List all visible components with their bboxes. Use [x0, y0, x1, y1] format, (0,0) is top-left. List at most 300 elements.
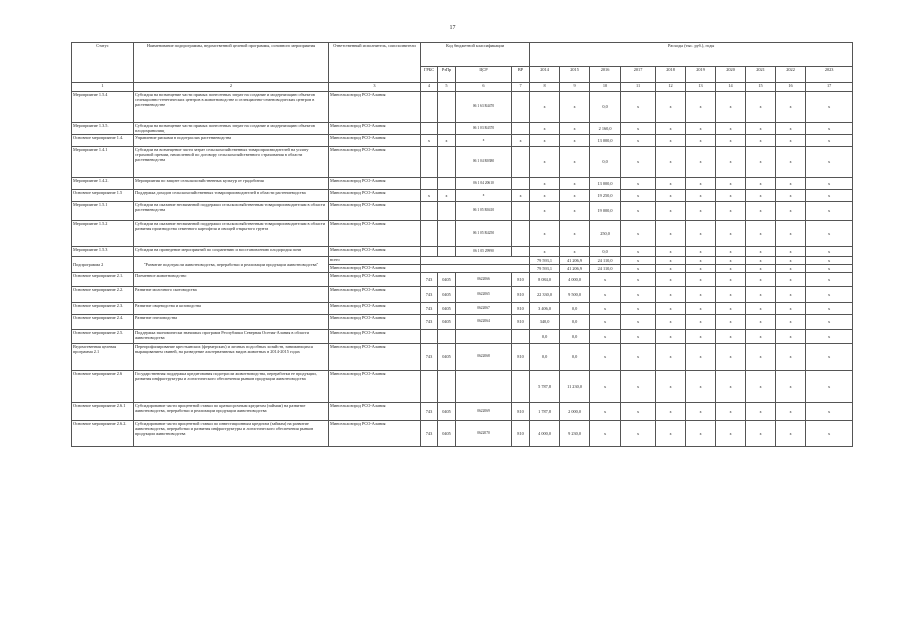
row-status: Мероприятие 1.4.2.	[72, 178, 134, 190]
row-value: x	[746, 371, 776, 403]
row-value: x	[776, 421, 806, 447]
row-value: x	[716, 257, 746, 265]
row-value: x	[686, 265, 716, 273]
row-code	[421, 371, 438, 403]
row-value: x	[656, 178, 686, 190]
header-expenses: Расходы (тыс. руб.), годы	[530, 43, 853, 67]
row-exec: Минсельхозпрод РСО-Алания	[329, 135, 421, 147]
row-code	[421, 92, 438, 123]
row-value: x	[621, 265, 656, 273]
row-code	[438, 330, 456, 344]
column-number: 4	[421, 83, 438, 92]
row-code-blank	[421, 257, 530, 265]
row-value: x	[806, 202, 853, 221]
row-value: x	[560, 92, 590, 123]
row-value: x	[656, 221, 686, 247]
row-name: Мероприятия по защите сельскохозяйственных культур от градобития	[134, 178, 329, 190]
row-value: x	[806, 257, 853, 265]
row-name: Развитие овцеводства и козоводства	[134, 303, 329, 315]
row-value: 24 110,0	[590, 265, 621, 273]
row-value: x	[621, 190, 656, 202]
row-value: x	[806, 303, 853, 315]
row-value: x	[806, 135, 853, 147]
row-value: x	[716, 135, 746, 147]
row-code	[512, 92, 530, 123]
row-value: x	[656, 315, 686, 330]
row-value: x	[746, 135, 776, 147]
row-code: 0405	[438, 344, 456, 371]
row-value: 5 787,8	[530, 371, 560, 403]
row-value: 2 160,0	[590, 123, 621, 135]
row-value: x	[621, 123, 656, 135]
row-code: 06 1 04 R0380	[456, 147, 512, 178]
row-status: Мероприятие 1.5.4	[72, 92, 134, 123]
row-exec: Минсельхозпрод РСО-Алания	[329, 190, 421, 202]
column-number: 3	[329, 83, 421, 92]
row-status: Основное мероприятие 2.6	[72, 371, 134, 403]
row-value: x	[776, 92, 806, 123]
row-code: 06 1 04 20610	[456, 178, 512, 190]
row-value: x	[590, 315, 621, 330]
row-value: x	[590, 330, 621, 344]
row-code: 06 1 03 R4370	[456, 123, 512, 135]
row-value: x	[746, 265, 776, 273]
row-value: x	[530, 202, 560, 221]
row-value: x	[746, 123, 776, 135]
row-value: x	[686, 371, 716, 403]
row-value: x	[656, 247, 686, 257]
row-code: x	[456, 135, 512, 147]
row-code: 810	[512, 421, 530, 447]
column-number: 2	[134, 83, 329, 92]
row-value: 0,0	[560, 303, 590, 315]
header-year: 2019	[686, 67, 716, 83]
row-code: 743	[421, 287, 438, 303]
row-exec: Минсельхозпрод РСО-Алания	[329, 202, 421, 221]
row-exec: Минсельхозпрод РСО-Алания	[329, 403, 421, 421]
row-value: x	[746, 273, 776, 287]
column-number: 6	[456, 83, 512, 92]
row-value: x	[746, 303, 776, 315]
row-value: x	[656, 135, 686, 147]
row-value: x	[716, 287, 746, 303]
column-number: 7	[512, 83, 530, 92]
row-value: x	[621, 273, 656, 287]
row-code: 06 1 05 R4250	[456, 221, 512, 247]
column-number: 17	[806, 83, 853, 92]
row-value: 79 593,1	[530, 265, 560, 273]
row-value: x	[776, 371, 806, 403]
column-number: 8	[530, 83, 560, 92]
row-value: x	[776, 273, 806, 287]
table-row	[72, 147, 853, 178]
row-status: Подпрограмма 2	[72, 257, 134, 273]
column-number: 9	[560, 83, 590, 92]
table-row	[72, 257, 853, 265]
row-value: x	[530, 123, 560, 135]
budget-table	[71, 42, 853, 447]
row-exec: Минсельхозпрод РСО-Алания	[329, 371, 421, 403]
row-name: Племенное животноводство	[134, 273, 329, 287]
column-number: 15	[746, 83, 776, 92]
row-exec: Минсельхозпрод РСО-Алания	[329, 315, 421, 330]
row-code: 06 1 63 R4470	[456, 92, 512, 123]
row-value: x	[686, 421, 716, 447]
row-value: x	[656, 421, 686, 447]
row-value: x	[806, 147, 853, 178]
header-year: 2023	[806, 67, 853, 83]
row-value: x	[686, 403, 716, 421]
header-year: 2014	[530, 67, 560, 83]
row-value: x	[656, 330, 686, 344]
row-status: Основное мероприятие 2.3.	[72, 303, 134, 315]
row-value: x	[806, 371, 853, 403]
row-value: 4 000,0	[560, 273, 590, 287]
row-exec: Минсельхозпрод РСО-Алания	[329, 287, 421, 303]
row-value: x	[590, 303, 621, 315]
row-code	[438, 92, 456, 123]
row-value: x	[686, 147, 716, 178]
row-value: x	[776, 202, 806, 221]
row-value: x	[806, 123, 853, 135]
row-code: 06 1 05 R0410	[456, 202, 512, 221]
row-value: x	[621, 287, 656, 303]
row-value: 0,0	[590, 147, 621, 178]
row-value: 4 000,0	[530, 421, 560, 447]
row-value: x	[686, 330, 716, 344]
row-value: x	[621, 92, 656, 123]
row-value: x	[746, 330, 776, 344]
row-status: Ведомственная целевая программа 2.1	[72, 344, 134, 371]
column-number: 14	[716, 83, 746, 92]
row-code: 0405	[438, 403, 456, 421]
row-value: x	[716, 202, 746, 221]
row-status: Основное мероприятие 2.6.2.	[72, 421, 134, 447]
row-value: x	[621, 257, 656, 265]
row-code	[512, 178, 530, 190]
row-name: Субсидии на оказание несвязанной поддержки сельскохозяйственным товаропроизводителям в области развития производства семенного картофеля и овощей открытого грунта	[134, 221, 329, 247]
row-exec: Минсельхозпрод РСО-Алания	[329, 303, 421, 315]
row-value: 0,0	[590, 92, 621, 123]
row-value: x	[806, 92, 853, 123]
row-code: x	[456, 190, 512, 202]
row-code	[512, 123, 530, 135]
row-name: Перепрофилирование крестьянских (фермерских) и личных подсобных хозяйств, занимающихся выращиванием свиней, на разведение альтернативных видов животных в 2014-2015 годах	[134, 344, 329, 371]
row-code: 0622067	[456, 303, 512, 315]
row-code	[421, 202, 438, 221]
table-row	[72, 190, 853, 202]
row-value: x	[590, 344, 621, 371]
row-code: 810	[512, 315, 530, 330]
row-code: 743	[421, 273, 438, 287]
header-status: Статус	[72, 43, 134, 83]
row-code: 0622068	[456, 344, 512, 371]
row-value: x	[746, 190, 776, 202]
header-code: ВР	[512, 67, 530, 83]
row-value: x	[656, 273, 686, 287]
row-value: x	[746, 147, 776, 178]
header-year: 2018	[656, 67, 686, 83]
row-value: x	[746, 344, 776, 371]
row-code: 743	[421, 421, 438, 447]
header-row	[72, 43, 853, 67]
row-exec: Минсельхозпрод РСО-Алания	[329, 147, 421, 178]
column-number: 1	[72, 83, 134, 92]
row-value: x	[806, 178, 853, 190]
header-year: 2016	[590, 67, 621, 83]
row-code	[421, 178, 438, 190]
row-value: 79 593,1	[530, 257, 560, 265]
page-number: 17	[449, 25, 456, 31]
row-value: x	[776, 265, 806, 273]
row-code: 0405	[438, 273, 456, 287]
row-name: Управление рисками в подотраслях растениеводства	[134, 135, 329, 147]
header-year: 2017	[621, 67, 656, 83]
row-status: Основное мероприятие 2.5.	[72, 330, 134, 344]
header-code: ЦСР	[456, 67, 512, 83]
row-value: x	[530, 147, 560, 178]
row-value: x	[530, 247, 560, 257]
row-value: x	[716, 371, 746, 403]
row-value: x	[776, 303, 806, 315]
row-value: 41 206,9	[560, 265, 590, 273]
row-value: 0,0	[530, 330, 560, 344]
row-value: x	[746, 257, 776, 265]
row-value: x	[590, 273, 621, 287]
row-value: x	[746, 221, 776, 247]
row-value: x	[621, 247, 656, 257]
table-row	[72, 178, 853, 190]
row-value: x	[716, 421, 746, 447]
row-status: Основное мероприятие 2.1.	[72, 273, 134, 287]
row-status: Мероприятие 1.5.3	[72, 247, 134, 257]
row-value: x	[746, 287, 776, 303]
row-code	[438, 123, 456, 135]
row-value: x	[621, 202, 656, 221]
row-value: x	[806, 273, 853, 287]
row-value: x	[560, 135, 590, 147]
row-exec: Минсельхозпрод РСО-Алания	[329, 344, 421, 371]
row-code: 810	[512, 287, 530, 303]
row-code	[421, 147, 438, 178]
row-value: x	[656, 371, 686, 403]
row-value: x	[656, 287, 686, 303]
row-code: 0622070	[456, 421, 512, 447]
row-code: 743	[421, 344, 438, 371]
row-code	[512, 371, 530, 403]
row-value: 11 230,0	[560, 371, 590, 403]
row-name: Государственная поддержка кредитования подотрасли животноводства, переработки ее продукции, развития инфраструктуры и логистического обеспечения рынков продукции животноводства	[134, 371, 329, 403]
table-row	[72, 92, 853, 123]
header-year: 2021	[746, 67, 776, 83]
row-value: x	[686, 273, 716, 287]
row-value: x	[746, 202, 776, 221]
row-code	[438, 221, 456, 247]
row-exec: Минсельхозпрод РСО-Алания	[329, 221, 421, 247]
row-value: 22 330,0	[530, 287, 560, 303]
row-code: x	[512, 135, 530, 147]
row-name: "Развитие подотрасли животноводства, переработки и реализации продукции животноводства"	[134, 257, 329, 273]
table-row	[72, 403, 853, 421]
row-name: Субсидии на проведение мероприятий по сохранению и восстановлению плодородия почв	[134, 247, 329, 257]
column-number: 16	[776, 83, 806, 92]
row-value: x	[621, 303, 656, 315]
row-value: x	[746, 403, 776, 421]
row-value: x	[621, 371, 656, 403]
row-code	[512, 221, 530, 247]
row-name: Субсидия на возмещение части прямых понесенных затрат на создание и модернизацию объектов плодохранилищ	[134, 123, 329, 135]
table-row	[72, 202, 853, 221]
row-value: x	[716, 344, 746, 371]
row-code: 0405	[438, 303, 456, 315]
row-value: x	[560, 147, 590, 178]
row-code	[512, 330, 530, 344]
row-name: Поддержка доходов сельскохозяйственных товаропроизводителей в области растениеводства	[134, 190, 329, 202]
row-value: x	[776, 403, 806, 421]
row-value: x	[806, 221, 853, 247]
row-value: x	[656, 123, 686, 135]
row-exec: Минсельхозпрод РСО-Алания	[329, 273, 421, 287]
row-value: 13 000,0	[590, 178, 621, 190]
row-code: x	[438, 190, 456, 202]
row-code-blank	[421, 265, 530, 273]
row-value: x	[776, 178, 806, 190]
row-exec: Минсельхозпрод РСО-Алания	[329, 421, 421, 447]
row-value: x	[590, 403, 621, 421]
row-value: x	[776, 344, 806, 371]
row-status: Мероприятие 1.3.5.	[72, 123, 134, 135]
row-value: x	[776, 257, 806, 265]
row-value: x	[746, 92, 776, 123]
row-exec: всего	[329, 257, 421, 265]
row-value: 0,0	[530, 344, 560, 371]
row-value: 41 206,9	[560, 257, 590, 265]
row-value: x	[686, 178, 716, 190]
row-code	[512, 147, 530, 178]
row-exec: Минсельхозпрод РСО-Алания	[329, 92, 421, 123]
row-value: x	[686, 303, 716, 315]
row-value: x	[716, 403, 746, 421]
row-value: x	[530, 178, 560, 190]
row-value: x	[686, 92, 716, 123]
row-value: 13 000,0	[590, 135, 621, 147]
row-name: Развитие пчеловодства	[134, 315, 329, 330]
row-value: x	[806, 190, 853, 202]
row-value: x	[716, 273, 746, 287]
row-value: x	[686, 221, 716, 247]
row-value: x	[806, 421, 853, 447]
row-value: x	[716, 221, 746, 247]
row-exec: Минсельхозпрод РСО-Алания	[329, 178, 421, 190]
row-value: x	[621, 421, 656, 447]
row-value: x	[716, 303, 746, 315]
row-value: x	[530, 221, 560, 247]
row-code: 06 1 05 29990	[456, 247, 512, 257]
row-value: x	[776, 123, 806, 135]
table-row	[72, 135, 853, 147]
row-value: x	[716, 247, 746, 257]
row-value: x	[560, 178, 590, 190]
row-exec: Минсельхозпрод РСО-Алания	[329, 265, 421, 273]
row-code	[456, 371, 512, 403]
row-code	[421, 330, 438, 344]
row-value: 1 787,8	[530, 403, 560, 421]
row-value: x	[560, 221, 590, 247]
column-number: 11	[621, 83, 656, 92]
row-value: x	[656, 265, 686, 273]
header-year: 2015	[560, 67, 590, 83]
row-value: x	[621, 135, 656, 147]
row-value: 19 000,0	[590, 202, 621, 221]
header-year: 2020	[716, 67, 746, 83]
row-value: x	[806, 344, 853, 371]
row-value: 0,0	[560, 315, 590, 330]
row-value: x	[530, 135, 560, 147]
row-value: 0,0	[560, 344, 590, 371]
row-value: 8 084,0	[530, 273, 560, 287]
row-value: x	[746, 421, 776, 447]
row-value: x	[656, 190, 686, 202]
row-code	[438, 202, 456, 221]
row-value: x	[530, 190, 560, 202]
row-value: x	[686, 344, 716, 371]
table-row	[72, 287, 853, 303]
row-value: 0,0	[590, 247, 621, 257]
row-code: 0622069	[456, 403, 512, 421]
row-name: Субсидирование части процентной ставки по инвестиционным кредитам (займам) на развитие животноводства, переработки и развития инфраструктуры и логистического обеспечения рынков продукции животноводства	[134, 421, 329, 447]
row-status: Основное мероприятие 2.4.	[72, 315, 134, 330]
row-value: 340,0	[530, 315, 560, 330]
row-value: x	[656, 403, 686, 421]
header-exec: Ответственный исполнитель, соисполнители	[329, 43, 421, 83]
row-code	[438, 178, 456, 190]
row-code	[438, 371, 456, 403]
column-number: 12	[656, 83, 686, 92]
row-value: x	[776, 190, 806, 202]
row-code	[438, 247, 456, 257]
row-value: x	[716, 178, 746, 190]
row-code: 810	[512, 303, 530, 315]
row-value: x	[686, 123, 716, 135]
row-value: x	[560, 190, 590, 202]
row-value: x	[776, 330, 806, 344]
row-value: 3 406,0	[530, 303, 560, 315]
header-name: Наименование подпрограммы, ведомственной целевой программы, основного мероприятия	[134, 43, 329, 83]
row-value: x	[590, 287, 621, 303]
row-value: x	[621, 221, 656, 247]
row-value: x	[716, 330, 746, 344]
row-value: 2 000,0	[560, 403, 590, 421]
row-code: x	[512, 190, 530, 202]
row-value: x	[590, 421, 621, 447]
row-code: 810	[512, 273, 530, 287]
row-value: x	[590, 371, 621, 403]
row-status: Основное мероприятие 2.2.	[72, 287, 134, 303]
row-value: x	[716, 92, 746, 123]
row-value: x	[656, 303, 686, 315]
row-name: Субсидия на возмещение части прямых понесенных затрат на создание и модернизацию объектов селекционно-генетических центров в животноводстве и селекционно-семеноводческих центров в растениеводстве	[134, 92, 329, 123]
table-row	[72, 330, 853, 344]
row-value: x	[621, 344, 656, 371]
row-code	[421, 123, 438, 135]
row-value: x	[716, 147, 746, 178]
row-status: Мероприятие 1.5.2	[72, 221, 134, 247]
row-value: x	[776, 315, 806, 330]
row-value: x	[686, 257, 716, 265]
row-value: x	[716, 190, 746, 202]
row-code	[421, 221, 438, 247]
row-value: x	[716, 315, 746, 330]
